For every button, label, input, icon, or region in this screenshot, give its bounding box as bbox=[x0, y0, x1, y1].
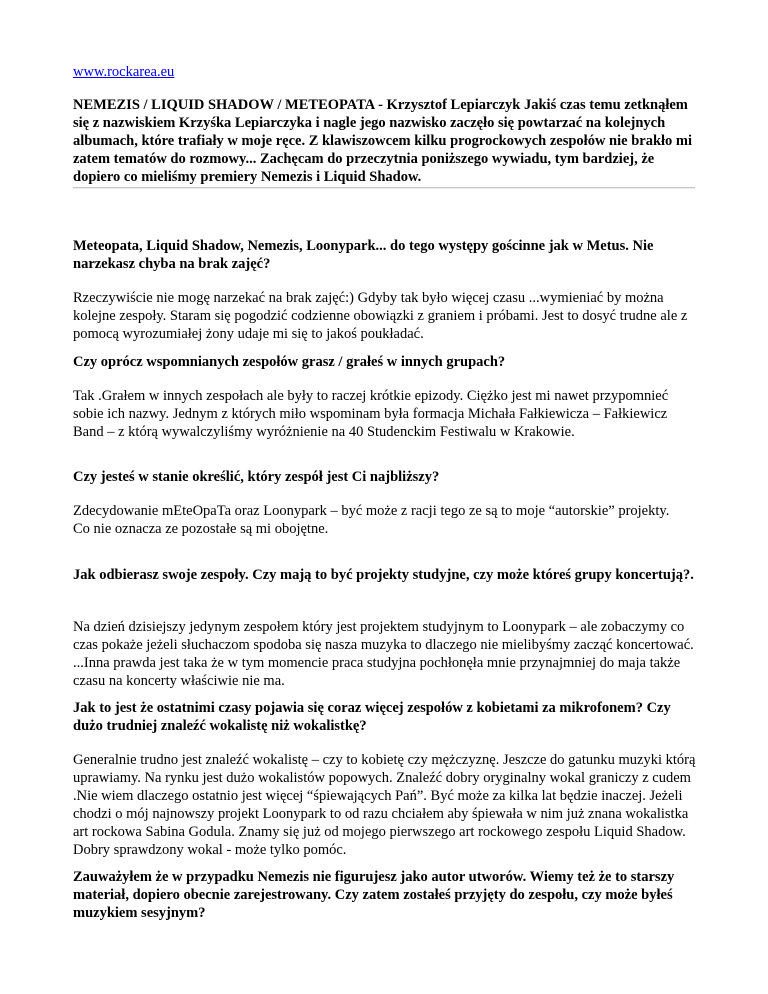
divider bbox=[73, 187, 695, 189]
question-3: Czy jesteś w stanie określić, który zespół jest Ci najbliższy? bbox=[73, 469, 440, 485]
question-1: Meteopata, Liquid Shadow, Nemezis, Loonypark... do tego występy gościnne jak w Metus. Nie narzekasz chyba na brak zajęć? bbox=[73, 238, 654, 272]
source-link[interactable]: www.rockarea.eu bbox=[73, 64, 175, 80]
answer-3: Zdecydowanie mEteOpaTa oraz Loonypark – być może z racji tego ze są to moje “autorskie” projekty. Co nie oznacza ze pozostałe są mi obojętne. bbox=[73, 503, 670, 537]
question-4: Jak odbierasz swoje zespoły. Czy mają to być projekty studyjne, czy może któreś grupy koncertują?. bbox=[73, 567, 694, 583]
question-2: Czy oprócz wspomnianych zespołów grasz / grałeś w innych grupach? bbox=[73, 354, 506, 370]
answer-5: Generalnie trudno jest znaleźć wokalistę – czy to kobietę czy mężczyznę. Jeszcze do gatunku muzyki którą uprawiamy. Na rynku jest dużo wokalistów popowych. Znaleźć dobry oryginalny wokal graniczy z cudem .Nie wiem dlaczego ostatnio jest więcej “śpiewających Pań”. Być może za kilka lat będzie inaczej. Jeżeli chodzi o mój najnowszy projekt Loonypark to od razu chciałem aby śpiewała w nim już znana wokalistka art rockowa Sabina Godula. Znamy się już od mojego pierwszego art rockowego zespołu Liquid Shadow. Dobry sprawdzony wokal - może tylko pomóc. bbox=[73, 752, 696, 858]
question-6: Zauważyłem że w przypadku Nemezis nie figurujesz jako autor utworów. Wiemy też że to starszy materiał, dopiero obecnie zarejestrowany. Czy zatem zostałeś przyjęty do zespołu, czy może byłeś muzykiem sesyjnym? bbox=[73, 869, 675, 921]
intro-paragraph: NEMEZIS / LIQUID SHADOW / METEOPATA - Krzysztof Lepiarczyk Jakiś czas temu zetknąłem się z nazwiskiem Krzyśka Lepiarczyka i nagle jego nazwisko zaczęło się powtarzać na kolejnych albumach, które trafiały w moje ręce. Z klawiszowcem kilku progrockowych zespołów nie brakło mi zatem tematów do rozmowy... Zachęcam do przeczytnia poniższego wywiadu, tym bardziej, że dopiero co mieliśmy premiery Nemezis i Liquid Shadow. bbox=[73, 97, 693, 185]
question-5: Jak to jest że ostatnimi czasy pojawia się coraz więcej zespołów z kobietami za mikrofonem? Czy dużo trudniej znaleźć wokalistę niż wokalistkę? bbox=[73, 700, 671, 734]
answer-1: Rzeczywiście nie mogę narzekać na brak zajęć:) Gdyby tak było więcej czasu ...wymieniać by można kolejne zespoły. Staram się pogodzić codzienne obowiązki z graniem i próbami. Jest to dosyć trudne ale z pomocą wyrozumiałej żony udaje mi się to jakoś poukładać. bbox=[73, 290, 688, 342]
answer-4: Na dzień dzisiejszy jedynym zespołem który jest projektem studyjnym to Loonypark – ale zobaczymy co czas pokaże jeżeli słuchaczom spodoba się nasza muzyka to dlaczego nie mielibyśmy zacząć koncertować. ...Inna prawda jest taka że w tym momencie praca studyjna pochłonęła mnie przynajmniej do maja także czasu na koncerty właściwie nie ma. bbox=[73, 619, 694, 689]
answer-2: Tak .Grałem w innych zespołach ale były to raczej krótkie epizody. Ciężko jest mi nawet przypomnieć sobie ich nazwy. Jednym z których miło wspominam była formacja Michała Fałkiewicza – Fałkiewicz Band – z którą wywalczyliśmy wyróżnienie na 40 Studenckim Festiwalu w Krakowie. bbox=[73, 388, 669, 440]
